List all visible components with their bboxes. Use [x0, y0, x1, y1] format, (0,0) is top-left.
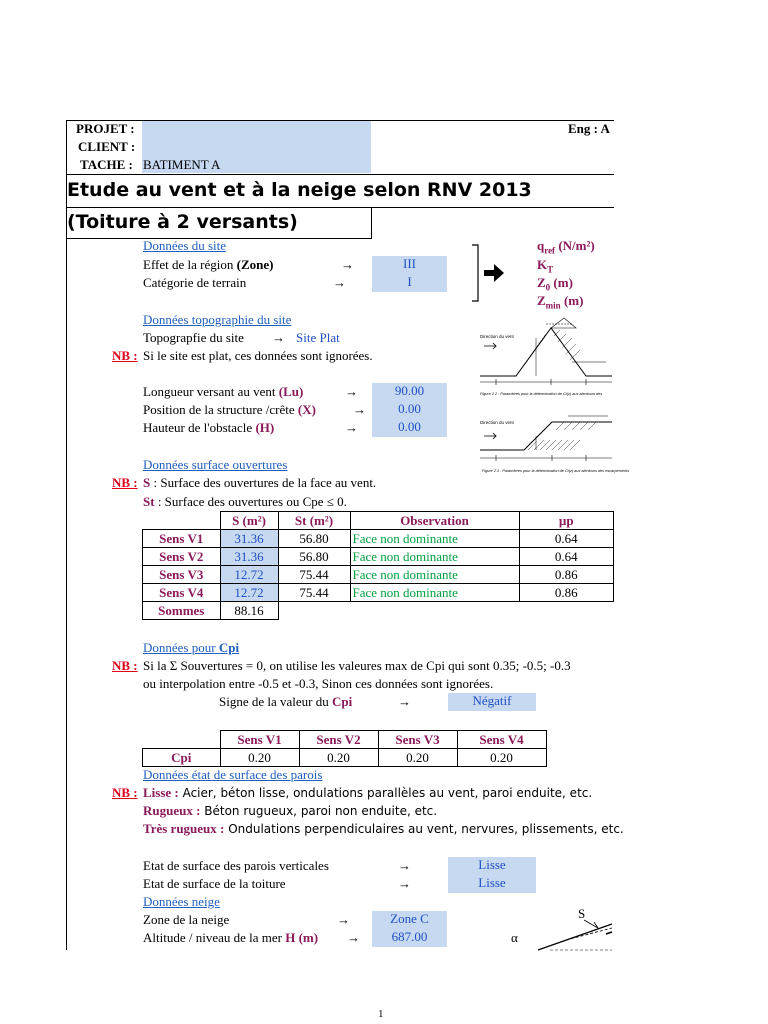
subtitle-right-border [371, 207, 372, 239]
arrow-icon: → [341, 257, 354, 272]
nb-label: NB : [112, 348, 138, 363]
kt-label: $K_T$ [537, 257, 554, 275]
st-cell: 75.44 [278, 584, 350, 602]
arrow-icon: → [333, 275, 346, 290]
alpha-symbol: α [511, 930, 518, 945]
neige-heading: Données neige [143, 894, 220, 909]
row-label: Sens V4 [143, 584, 221, 602]
toiture-select[interactable]: Lisse [448, 875, 536, 893]
figure-caption-2: Figure 2.3 : Paramètres pour la détermination de Ct(z) aux alentours des escarpements [482, 469, 630, 473]
parois-heading: Données état de surface des parois [143, 767, 323, 782]
qref-label: $q_{ref}$ (N/m²) [537, 238, 595, 256]
topography-hill-figure [476, 316, 614, 398]
zone-input[interactable]: III [372, 256, 447, 274]
topo-heading: Données topographie du site [143, 312, 292, 327]
verticales-select[interactable]: Lisse [448, 857, 536, 875]
zone-label-text: Effet de la région [143, 257, 237, 272]
page-subtitle: (Toiture à 2 versants) [67, 211, 298, 233]
roof-slope-figure [536, 918, 614, 952]
toiture-label: Etat de surface de la toiture [143, 876, 286, 891]
z0-label: $Z_0$ (m) [537, 275, 573, 293]
s-definition: S : Surface des ouvertures de la face au vent. [143, 475, 377, 490]
sommes-row [143, 602, 614, 620]
page-number: 1 [378, 1008, 384, 1020]
col-mu: µp [519, 512, 614, 530]
x-input[interactable]: 0.00 [372, 401, 447, 419]
lu-label: Longueur versant au vent (Lu) [143, 384, 304, 399]
arrow-icon: → [398, 694, 411, 709]
arrow-icon: → [345, 420, 358, 435]
table-header-row [143, 731, 547, 749]
figure-wind-label: Direction du vent [480, 334, 514, 339]
mu-cell: 0.86 [519, 584, 614, 602]
col-v1: Sens V1 [220, 731, 299, 749]
cpi-cell: 0.20 [299, 749, 378, 767]
arrow-icon: → [272, 330, 285, 345]
topo-value[interactable]: Site Plat [296, 330, 340, 345]
rugueux-definition: Rugueux : Béton rugueux, paroi non enduite, etc. [143, 803, 438, 818]
col-s: S (m²) [220, 512, 278, 530]
arrow-icon: → [398, 858, 411, 873]
zone-label [143, 257, 273, 273]
nb-label: NB : [112, 785, 138, 800]
altitude-label: Altitude / niveau de la mer H (m) [143, 930, 319, 945]
topo-nb-text: Si le site est plat, ces données sont ignorées. [143, 348, 373, 363]
st-cell: 56.80 [278, 548, 350, 566]
figure-caption-1: Figure 2.2 : Paramètres pour la détermination de Ct(z) aux alentours des [480, 392, 603, 396]
cpi-row-label: Cpi [143, 749, 221, 767]
table-row [143, 749, 547, 767]
observation-cell: Face non dominante [350, 566, 519, 584]
sommes-value: 88.16 [220, 602, 278, 620]
st-definition: St : Surface des ouvertures ou Cpe ≤ 0. [143, 494, 347, 509]
topo-label: Topograpfie du site [143, 330, 244, 345]
arrow-icon: → [345, 384, 358, 399]
h-input[interactable]: 0.00 [372, 419, 447, 437]
zone-label-bold: (Zone) [236, 257, 274, 272]
lisse-definition: Lisse : Acier, béton lisse, ondulations parallèles au vent, paroi enduite, etc. [143, 785, 593, 800]
table-row [143, 530, 614, 548]
s-cell[interactable]: 31.36 [220, 548, 278, 566]
nb-label: NB : [112, 658, 138, 673]
row-label: Sens V2 [143, 548, 221, 566]
x-label: Position de la structure /crête (X) [143, 402, 316, 417]
tres-rugueux-definition: Très rugueux : Ondulations perpendiculaires au vent, nervures, plissements, etc. [143, 821, 624, 836]
mu-cell: 0.64 [519, 530, 614, 548]
figure-wind-label: Direction du vent [480, 420, 514, 425]
col-st: St (m²) [278, 512, 350, 530]
tache-label: TACHE : [80, 157, 133, 172]
verticales-label: Etat de surface des parois verticales [143, 858, 329, 873]
mu-cell: 0.86 [519, 566, 614, 584]
col-v3: Sens V3 [378, 731, 457, 749]
row-label: Sens V1 [143, 530, 221, 548]
signe-label: Signe de la valeur du Cpi [219, 694, 353, 709]
neige-zone-select[interactable]: Zone C [372, 911, 447, 929]
site-heading: Données du site [143, 238, 227, 253]
cpi-cell: 0.20 [378, 749, 457, 767]
lu-input[interactable]: 90.00 [372, 383, 447, 401]
s-cell[interactable]: 12.72 [220, 566, 278, 584]
signe-select[interactable]: Négatif [448, 693, 536, 711]
page-title: Etude au vent et à la neige selon RNV 2013 [67, 179, 532, 201]
s-cell[interactable]: 31.36 [220, 530, 278, 548]
categorie-input[interactable]: I [372, 274, 447, 292]
topography-escarpment-figure [476, 400, 630, 486]
ouvertures-heading: Données surface ouvertures [143, 457, 288, 472]
arrow-icon: → [337, 912, 350, 927]
cpi-heading: Données pour Cpi [143, 640, 240, 655]
col-observation: Observation [350, 512, 519, 530]
cpi-nb-line1: Si la Σ Souvertures = 0, on utilise les valeures max de Cpi qui sont 0.35; -0.5; -0.3 [143, 658, 571, 673]
table-row [143, 548, 614, 566]
projet-label: PROJET : [76, 121, 135, 136]
table-row [143, 584, 614, 602]
arrow-icon: → [347, 930, 360, 945]
observation-cell: Face non dominante [350, 584, 519, 602]
title-top-border [66, 174, 614, 175]
cpi-cell: 0.20 [220, 749, 299, 767]
categorie-label: Catégorie de terrain [143, 275, 247, 290]
h-label: Hauteur de l'obstacle (H) [143, 420, 275, 435]
col-v4: Sens V4 [457, 731, 546, 749]
bracket-arrow-icon [470, 243, 506, 303]
st-cell: 56.80 [278, 530, 350, 548]
cpi-cell: 0.20 [457, 749, 546, 767]
client-label: CLIENT : [78, 139, 136, 154]
tache-value: BATIMENT A [143, 157, 221, 172]
eng-label: Eng : A [568, 121, 610, 136]
neige-zone-label: Zone de la neige [143, 912, 230, 927]
altitude-input[interactable]: 687.00 [372, 929, 447, 947]
mu-cell: 0.64 [519, 548, 614, 566]
sommes-label: Sommes [143, 602, 221, 620]
page-left-border [66, 120, 67, 950]
arrow-icon: → [398, 876, 411, 891]
zmin-label: $Z_{min}$ (m) [537, 293, 584, 311]
table-corner [143, 512, 221, 530]
arrow-icon: → [353, 402, 366, 417]
col-v2: Sens V2 [299, 731, 378, 749]
row-label: Sens V3 [143, 566, 221, 584]
table-header-row [143, 512, 614, 530]
st-cell: 75.44 [278, 566, 350, 584]
s-cell[interactable]: 12.72 [220, 584, 278, 602]
nb-label: NB : [112, 475, 138, 490]
title-divider [66, 207, 614, 208]
cpi-nb-line2: ou interpolation entre -0.5 et -0.3, Sinon ces données sont ignorées. [143, 676, 494, 691]
ouvertures-table [142, 511, 614, 620]
table-row [143, 566, 614, 584]
observation-cell: Face non dominante [350, 530, 519, 548]
s-symbol: S [578, 906, 586, 921]
cpi-table [142, 730, 547, 767]
observation-cell: Face non dominante [350, 548, 519, 566]
